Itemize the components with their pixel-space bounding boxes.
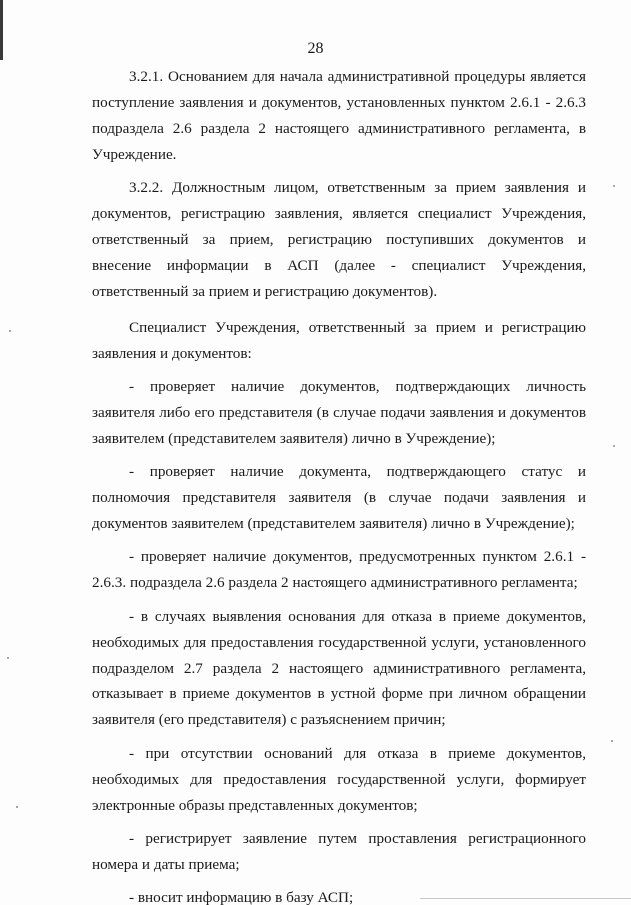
list-item-status-check: - проверяет наличие документа, подтверждающего статус и полномочия представителя заявителя (в случае подачи заявления и документов заявителем (представителем заявителя) лично в Учреждение); bbox=[92, 463, 586, 532]
scan-speck bbox=[613, 185, 615, 187]
list-item-asp-entry: - вносит информацию в базу АСП; bbox=[129, 889, 354, 905]
scan-bottom-line bbox=[420, 898, 631, 899]
scan-speck bbox=[611, 740, 613, 742]
document-body bbox=[92, 64, 586, 905]
list-item-identity-check: - проверяет наличие документов, подтверждающих личность заявителя либо его представителя (в случае подачи заявления и документов заявителем (представителем заявителя) лично в Учреждение); bbox=[92, 377, 586, 447]
page-number: 28 bbox=[307, 40, 324, 57]
paragraph-3-2-2: 3.2.2. Должностным лицом, ответственным за прием заявления и документов, регистрацию заявления, является специалист Учреждения, ответственный за прием, регистрацию поступивших документов и внесение информации в АСП (далее - специалист Учреждения, ответственный за прием и регистрацию документов). bbox=[92, 179, 586, 300]
scan-speck bbox=[7, 657, 9, 659]
scan-speck bbox=[16, 806, 18, 808]
paragraph-3-2-1: 3.2.1. Основанием для начала административной процедуры является поступление заявления и документов, установленных пунктом 2.6.1 - 2.6.3 подраздела 2.6 раздела 2 настоящего административного регламента, в Учреждение. bbox=[92, 68, 586, 163]
list-item-refusal: - в случаях выявления основания для отказа в приеме документов, необходимых для предоставления государственной услуги, установленного подразделом 2.7 раздела 2 настоящего административного регламента, отказывает в приеме документов в устной форме при личном обращении заявителя (его представителя) с разъяснением причин; bbox=[92, 607, 586, 729]
list-item-electronic-images: - при отсутствии оснований для отказа в приеме документов, необходимых для предоставления государственной услуги, формирует электронные образы представленных документов; bbox=[92, 744, 586, 814]
list-item-documents-check: - проверяет наличие документов, предусмотренных пунктом 2.6.1 - 2.6.3. подраздела 2.6 раздела 2 настоящего административного регламента; bbox=[92, 548, 586, 592]
scan-speck bbox=[9, 330, 11, 332]
list-item-registration: - регистрирует заявление путем проставления регистрационного номера и даты приема; bbox=[92, 829, 586, 873]
scan-speck bbox=[613, 445, 615, 447]
paragraph-specialist-intro: Специалист Учреждения, ответственный за прием и регистрацию заявления и документов: bbox=[92, 318, 586, 362]
